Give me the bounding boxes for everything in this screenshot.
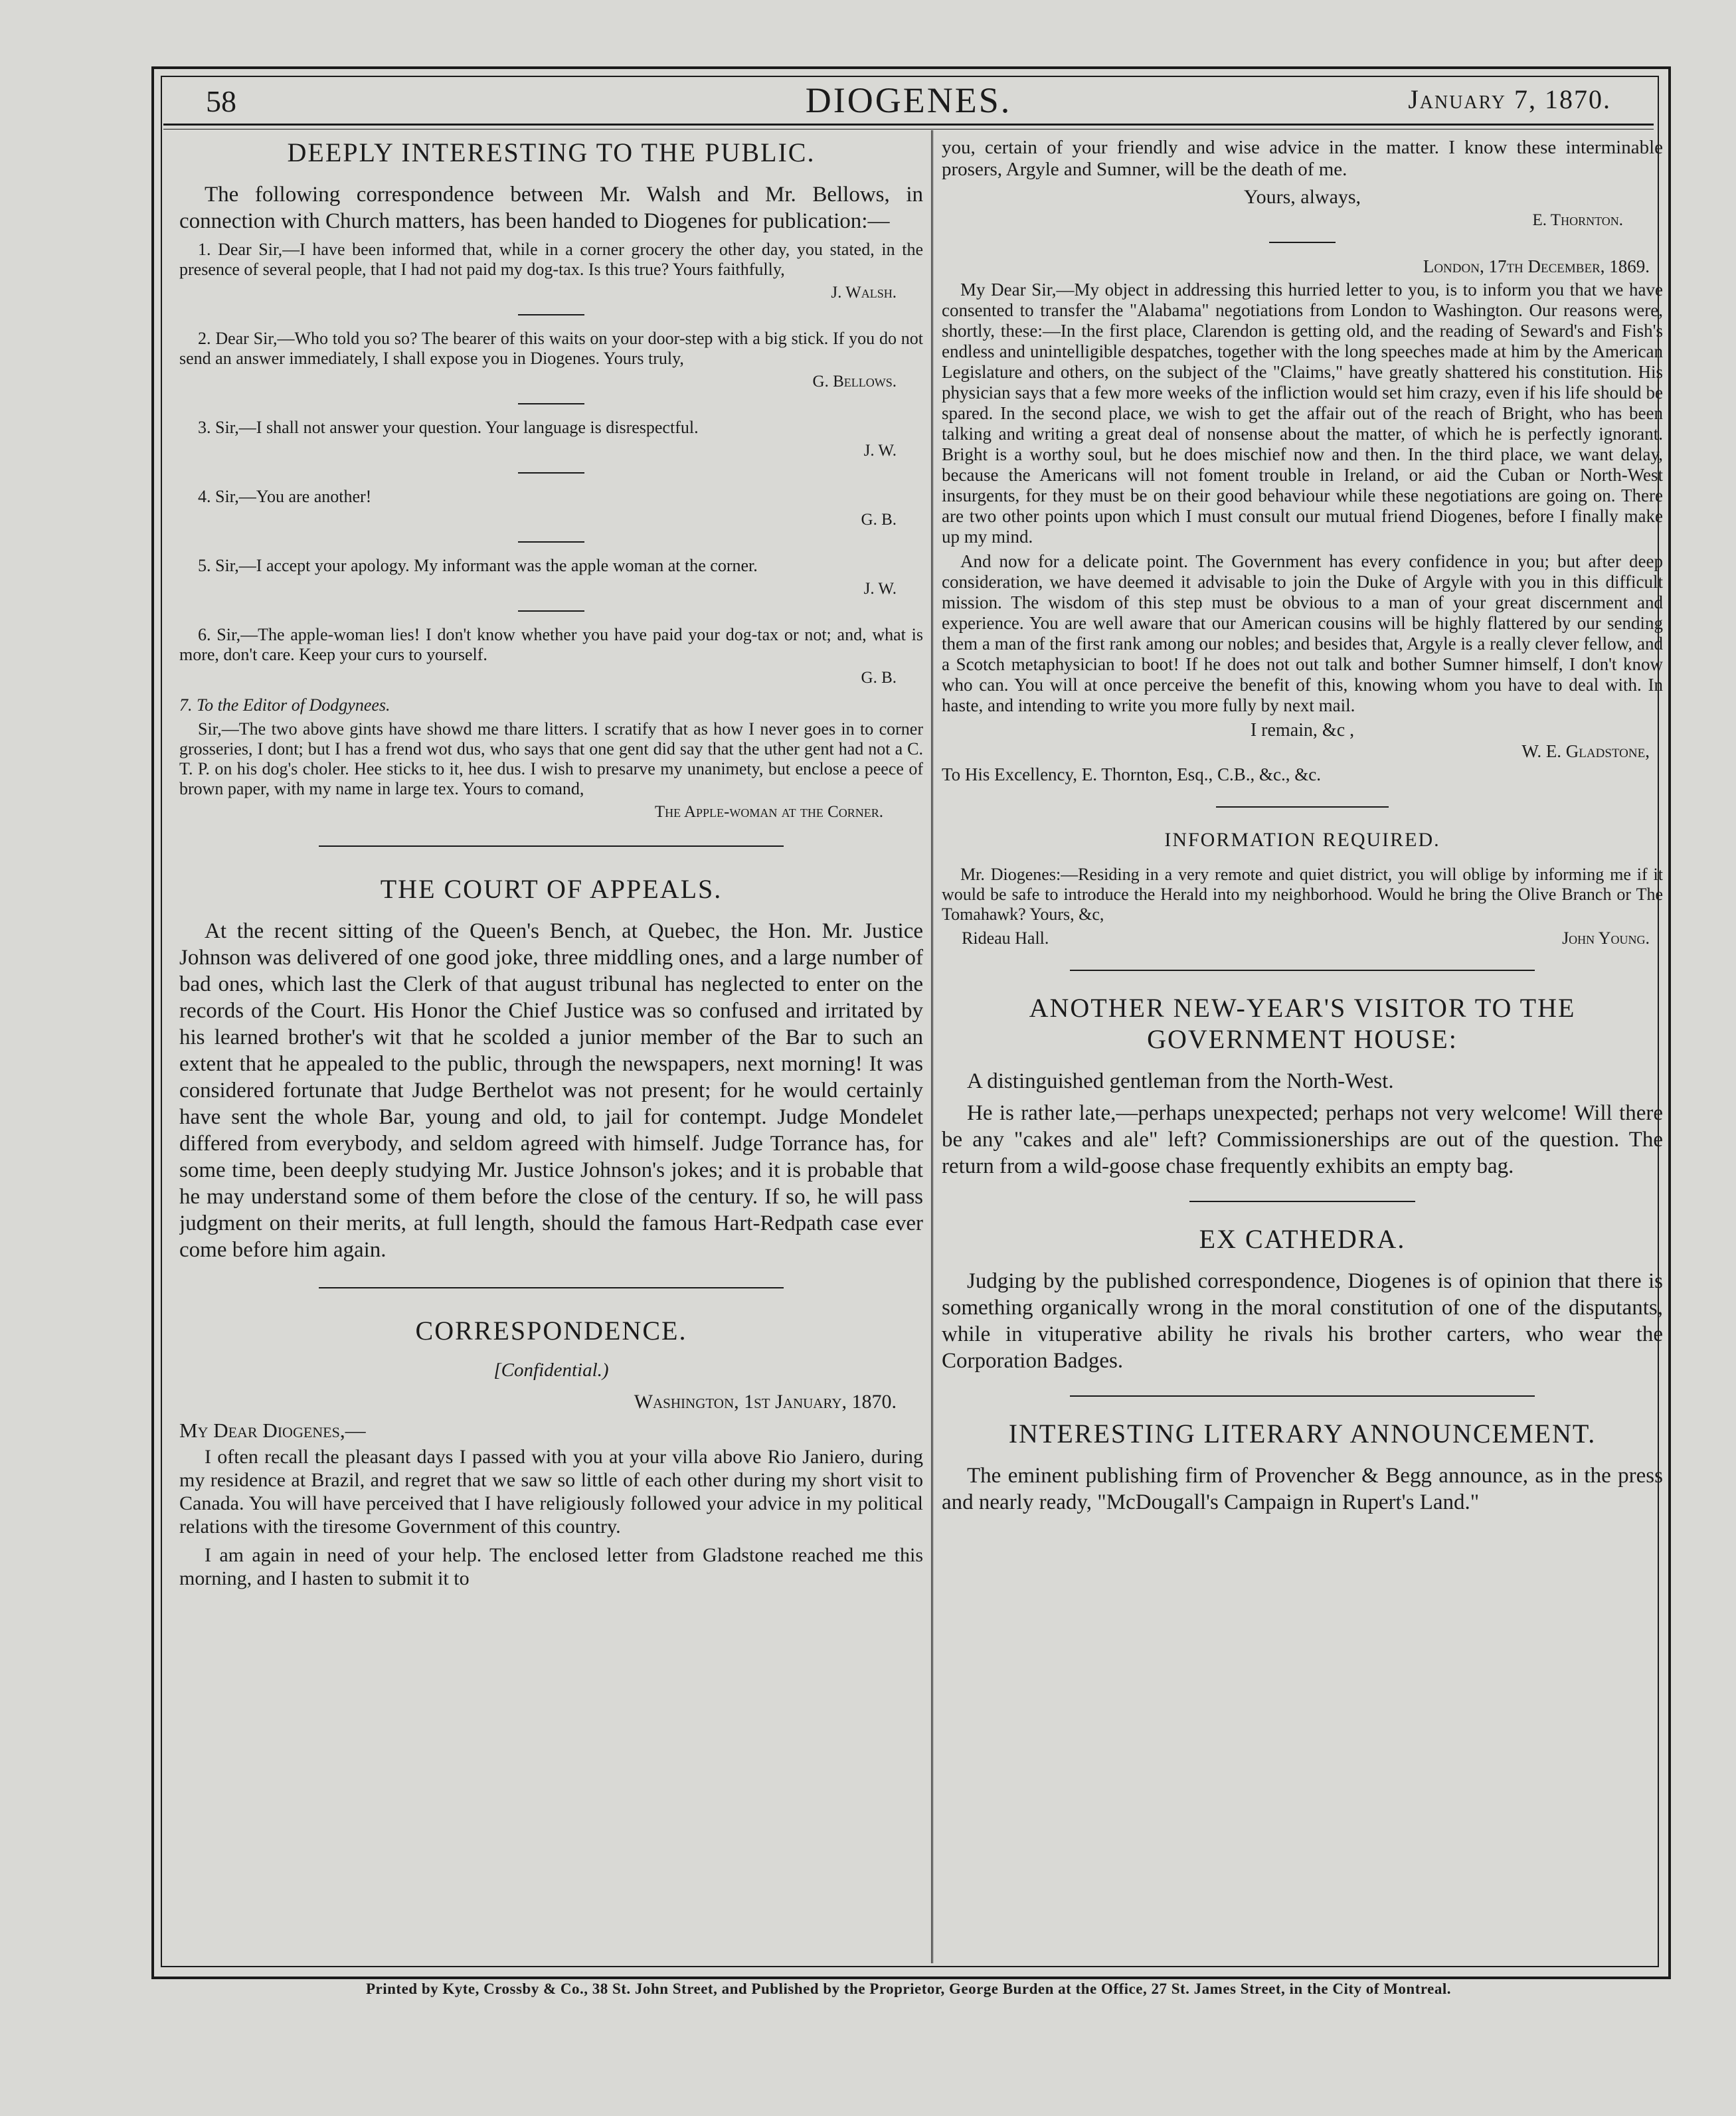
article-body: The eminent publishing firm of Provencher & Begg announce, as in the press and nearly ready, "McDougall's Campaign in Rupert's Land." — [942, 1464, 1663, 1514]
dateline: London, 17th December, 1869. — [1423, 256, 1650, 276]
article-heading: CORRESPONDENCE. — [415, 1316, 687, 1346]
article-heading: EX CATHEDRA. — [1199, 1224, 1406, 1254]
letter-7-heading: 7. To the Editor of Dodgynees. — [179, 695, 391, 715]
confidential-label: [Confidential.) — [493, 1360, 609, 1381]
gladstone-letter-paragraph: My Dear Sir,—My object in addressing this hurried letter to you, is to inform you that we have consented to transfer the "Alabama" negotiations from London to Washington. Our reasons were, shortly, these:—In the first place, Clarendon is getting old, and the reading of Seward's and Fish's endless and unintelligible despatches, together with the long speeches made at him by the American Legislature and others, on the subject of the "Claims," have greatly shattered his constitution. His physician says that a few more weeks of the infliction would set him crazy, even if his life should be spared. In the second place, we wish to get the affair out of the reach of Bright, who has been talking and writing a great deal of nonsense about the matter, of which he is perfectly ignorant. Bright is a worthy soul, but he does mischief now and then. In the third place, we want delay, because the Americans will not foment trouble in Ireland, or aid the Cuban or North-West insurgents, for they must be on their good behaviour while these negotiations are going on. There are two other points upon which I must consult our mutual friend Diogenes, before I finally make up my mind. — [942, 280, 1663, 547]
article-deeply-interesting — [179, 137, 923, 822]
remain-line: I remain, &c , — [1250, 720, 1355, 741]
dateline: Washington, 1st January, 1870. — [634, 1391, 897, 1413]
divider — [518, 403, 584, 404]
article-body: At the recent sitting of the Queen's Bench, at Quebec, the Hon. Mr. Justice Johnson was delivered of one good joke, three middling ones, and a large number of bad ones, which last the Clerk of that august tribunal has neglected to enter on the records of the Court. His Honor the Chief Justice was so confused and irritated by his learned brother's wit that he scolded a junior member of the Bar to such an extent that he appealed to the public, through the newspapers, next morning! It was considered fortunate that Judge Berthelot was not present; for he would certainly have sent the whole Bar, young and old, to jail for contempt. Judge Mondelet differed from everybody, and seldom agreed with himself. Judge Torrance has, for some time, been deeply studying Mr. Justice Johnson's jokes; and it is probable that he may understand some of them before the close of the century. If so, he will pass judgment on their merits, at full length, should the famous Hart-Redpath case ever come before him again. — [179, 919, 923, 1262]
letter-7-signature: The Apple-woman at the Corner. — [654, 803, 883, 821]
left-column — [179, 137, 923, 1961]
header-rule-thin — [163, 129, 1654, 130]
gladstone-letter-paragraph: And now for a delicate point. The Government has every confidence in you; but after deep consideration, we have deemed it advisable to join the Duke of Argyle with you in this difficult mission. The wisdom of this step must be obvious to a man of your great discernment and experience. You are well aware that our American cousins will be highly flattered by our sending them a man of the first rank among our nobles; and besides that, Argyle is a really clever fellow, and a Scotch metaphysician to boot! If he does not out talk and bother Sumner himself, I don't know who can. You will at once perceive the benefit of this, knowing whom you have to deal with. In haste, and intending to write you more fully by next mail. — [942, 551, 1663, 715]
article-heading-line-2: GOVERNMENT HOUSE: — [1147, 1024, 1458, 1054]
article-body: Mr. Diogenes:—Residing in a very remote and quiet district, you will oblige by informing me if it would be safe to introduce the Herald into my neighborhood. Would he bring the Olive Branch or The Tomahawk? Yours, &c, — [942, 865, 1663, 924]
addressee: To His Excellency, E. Thornton, Esq., C.B., &c., &c. — [942, 764, 1322, 784]
article-heading: INTERESTING LITERARY ANNOUNCEMENT. — [1008, 1419, 1597, 1449]
letter-3: 3. Sir,—I shall not answer your question. Your language is disrespectful. — [198, 418, 699, 437]
article-body: A distinguished gentleman from the North-West. — [967, 1069, 1394, 1093]
letter-paragraph: I often recall the pleasant days I passed with you at your villa above Rio Janiero, during my residence at Brazil, and regret that we saw so little of each other during my short visit to Canada. You will have perceived that I have religiously followed your advice in my political relations with the tiresome Government of this country. — [179, 1446, 923, 1538]
letter-6: 6. Sir,—The apple-woman lies! I don't know whether you have paid your dog-tax or not; and, what is more, don't care. Keep your curs to yourself. — [179, 625, 923, 664]
divider — [518, 610, 584, 612]
closing: Yours, always, — [1243, 186, 1361, 208]
gladstone-signature: W. E. Gladstone, — [1521, 741, 1650, 761]
divider — [518, 314, 584, 315]
article-body: Judging by the published correspondence, Diogenes is of opinion that there is something organically wrong in the moral constitution of one of the disputants, while in vituperative ability he rivals his brother carters, who wear the Corporation Badges. — [942, 1269, 1663, 1373]
closing-signature: E. Thornton. — [1532, 211, 1623, 229]
letter-7: Sir,—The two above gints have showd me thare litters. I scratify that as how I never goes in to corner grosseries, I dont; but I has a frend wot dus, who says that one gent did say that the uther gent had not a C. T. P. on his dog's choler. Hee sticks to it, hee dus. I wish to presarve my unanimety, but enclose a peece of brown paper, with my name in large tex. Yours to comand, — [179, 719, 923, 798]
info-place — [962, 928, 1663, 948]
masthead-title: DIOGENES. — [805, 80, 1012, 120]
letter-2-signature: G. Bellows. — [812, 373, 897, 391]
letter-1: 1. Dear Sir,—I have been informed that, while in a corner grocery the other day, you stated, in the presence of several people, that I had not paid my dog-tax. Is this true? Yours faithfully, — [179, 240, 923, 279]
letter-6-signature: G. B. — [861, 669, 897, 687]
article-correspondence — [179, 1315, 923, 1590]
section-divider — [1070, 1395, 1535, 1397]
letter-continuation: you, certain of your friendly and wise advice in the matter. I know these interminable prosers, Argyle and Sumner, will be the death of me. — [942, 137, 1663, 180]
section-divider — [1070, 970, 1535, 971]
page-number: 58 — [206, 84, 236, 118]
section-divider — [1189, 1201, 1415, 1202]
article-heading: INFORMATION REQUIRED. — [1164, 829, 1440, 851]
divider — [1269, 242, 1336, 243]
article-heading: ANOTHER NEW-YEAR'S VISITOR TO THE — [1029, 993, 1576, 1023]
letter-paragraph: I am again in need of your help. The enclosed letter from Gladstone reached me this morning, and I hasten to submit it to — [179, 1544, 923, 1589]
page-header — [166, 76, 1651, 124]
article-court-of-appeals — [179, 873, 923, 1263]
letter-5: 5. Sir,—I accept your apology. My informant was the apple woman at the corner. — [198, 556, 758, 575]
info-signature: John Young. — [1562, 928, 1650, 948]
article-intro: The following correspondence between Mr. Walsh and Mr. Bellows, in connection with Church matters, has been handed to Diogenes for publication:— — [179, 183, 923, 233]
article-heading: THE COURT OF APPEALS. — [380, 874, 723, 904]
letter-1-signature: J. Walsh. — [831, 284, 897, 302]
right-column — [942, 137, 1663, 1961]
header-rule — [163, 124, 1654, 126]
letter-4: 4. Sir,—You are another! — [198, 487, 372, 506]
info-place-text: Rideau Hall. — [962, 928, 1049, 948]
letter-4-signature: G. B. — [861, 511, 897, 529]
column-divider — [931, 130, 933, 1963]
letter-5-signature: J. W. — [863, 580, 897, 598]
section-divider — [319, 1287, 784, 1288]
printer-imprint: Printed by Kyte, Crossby & Co., 38 St. John Street, and Published by the Proprietor, George Burden at the Office, 27 St. James Street, in the City of Montreal. — [365, 1981, 1452, 1997]
letter-2: 2. Dear Sir,—Who told you so? The bearer of this waits on your door-step with a big stick. If you do not send an answer immediately, I shall expose you in Diogenes. Yours truly, — [179, 329, 923, 368]
issue-date: January 7, 1870. — [1408, 84, 1611, 114]
divider — [518, 541, 584, 543]
section-divider — [1216, 806, 1389, 808]
salutation: My Dear Diogenes,— — [179, 1419, 366, 1442]
letter-3-signature: J. W. — [863, 442, 897, 460]
article-heading: DEEPLY INTERESTING TO THE PUBLIC. — [287, 137, 816, 167]
section-divider — [319, 845, 784, 847]
divider — [518, 472, 584, 474]
article-body: He is rather late,—perhaps unexpected; perhaps not very welcome! Will there be any "cakes and ale" left? Commissionerships are out of the question. The return from a wild-goose chase frequently exhibits an empty bag. — [942, 1101, 1663, 1178]
